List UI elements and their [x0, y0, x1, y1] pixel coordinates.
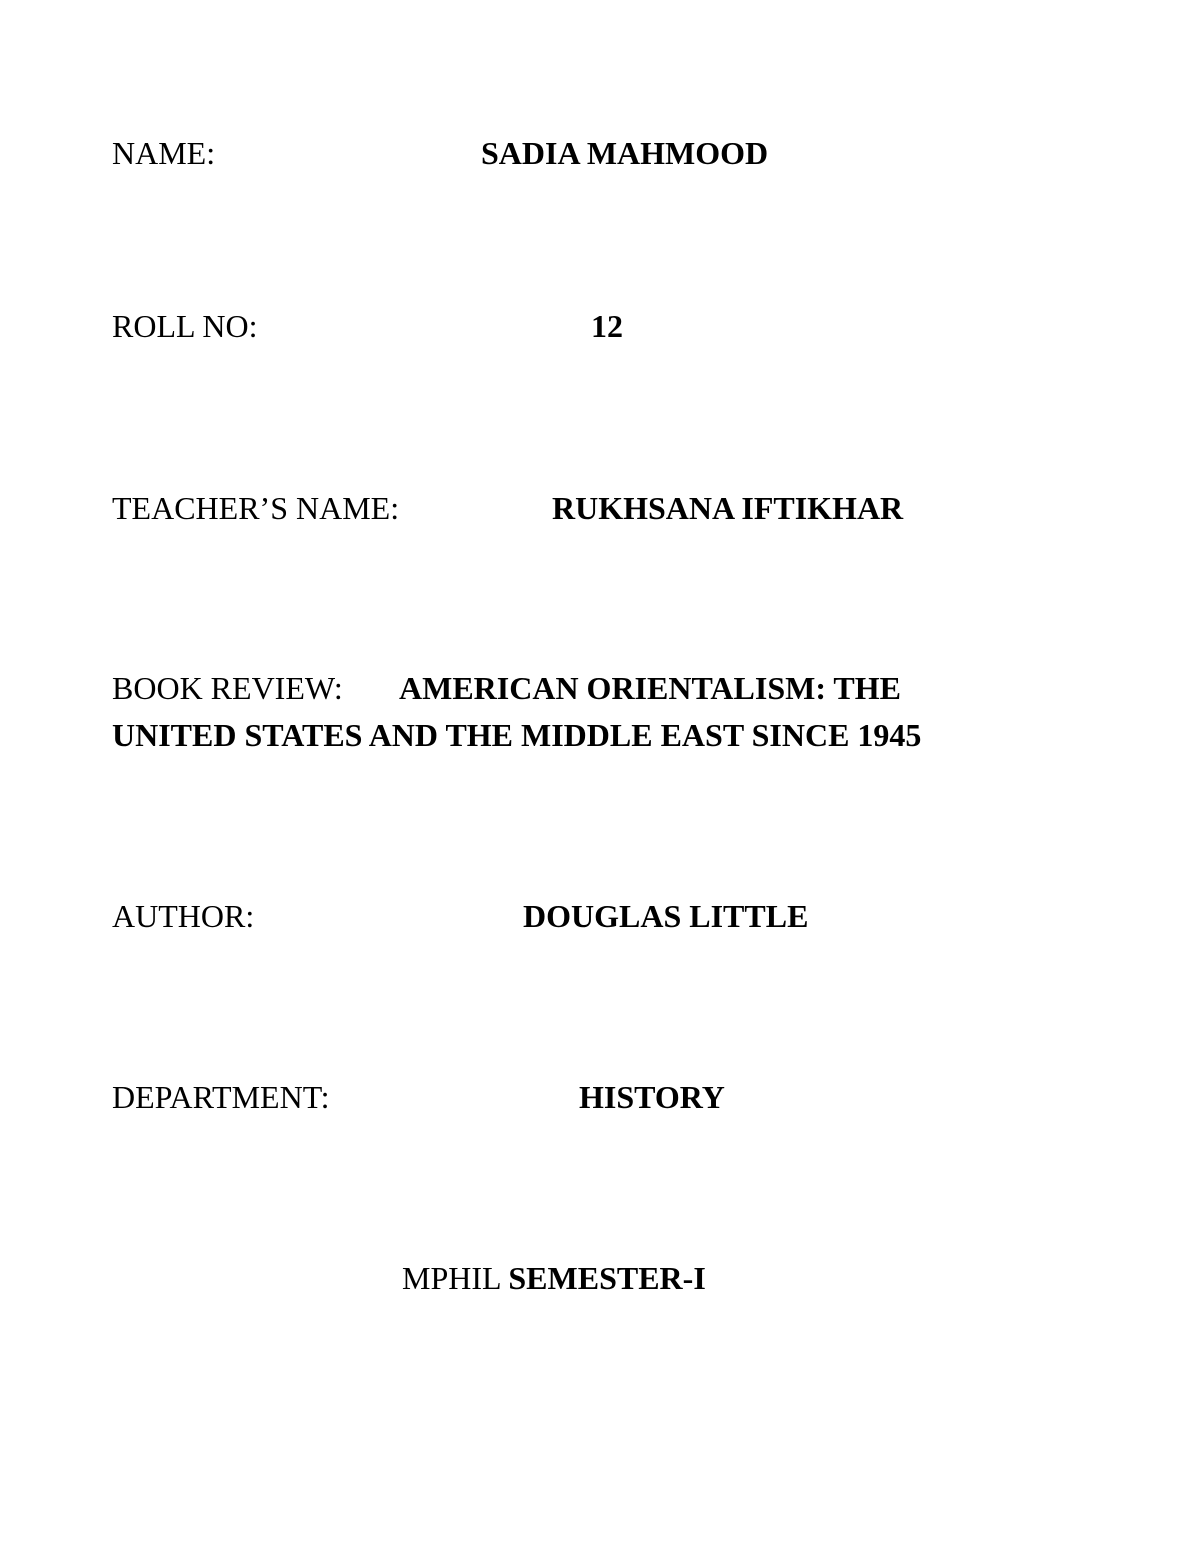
- name-label: NAME:: [112, 135, 216, 171]
- book-review-title-line2: UNITED STATES AND THE MIDDLE EAST SINCE 1945: [112, 717, 922, 753]
- semester-value: SEMESTER-I: [508, 1260, 706, 1296]
- teacher-value: RUKHSANA IFTIKHAR: [552, 490, 904, 526]
- roll-no-label: ROLL NO:: [112, 308, 258, 344]
- name-value: SADIA MAHMOOD: [481, 135, 769, 171]
- roll-no-value: 12: [591, 308, 623, 344]
- book-review-title-line1: AMERICAN ORIENTALISM: THE: [399, 670, 901, 706]
- teacher-label: TEACHER’S NAME:: [112, 490, 400, 526]
- program-label: MPHIL: [402, 1260, 501, 1296]
- author-value: DOUGLAS LITTLE: [523, 898, 809, 934]
- department-value: HISTORY: [579, 1079, 725, 1115]
- department-label: DEPARTMENT:: [112, 1079, 330, 1115]
- author-label: AUTHOR:: [112, 898, 255, 934]
- program-line: [402, 1255, 706, 1302]
- book-review-label: BOOK REVIEW:: [112, 670, 343, 706]
